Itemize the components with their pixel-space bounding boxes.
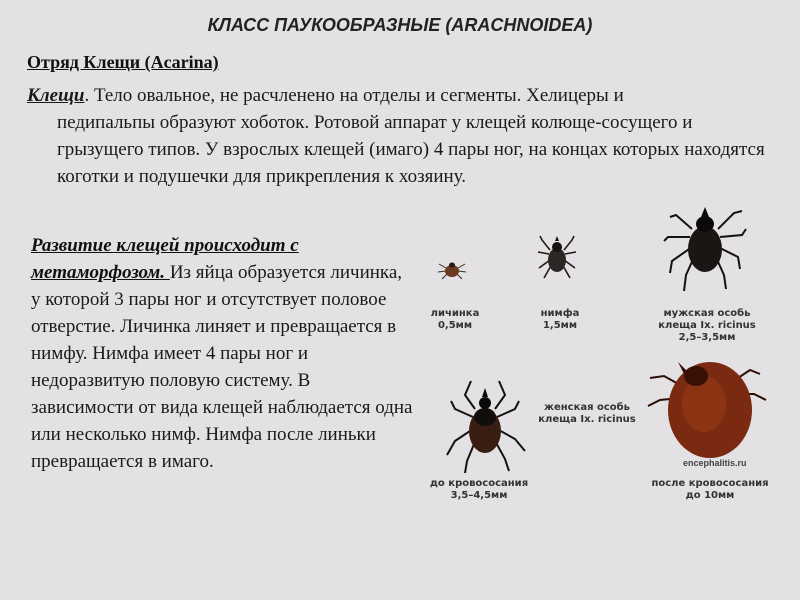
male-size: 2,5–3,5мм xyxy=(678,332,736,343)
before-feeding-caption xyxy=(420,478,538,502)
after-feeding-caption xyxy=(642,478,778,502)
larva-size: 0,5мм xyxy=(437,320,473,331)
development-paragraph xyxy=(31,232,416,475)
larva-tick-image xyxy=(436,258,468,282)
female-caption xyxy=(532,402,642,426)
male-label: мужская особь xyxy=(663,308,751,319)
female-label: женская особь xyxy=(544,402,630,413)
intro-first-line: . Тело овальное, не расчленено на отделы и сегменты. Хелицеры и xyxy=(84,85,624,106)
after-feeding-label: после кровососания xyxy=(651,478,769,489)
before-feeding-size: 3,5–4,5мм xyxy=(450,490,508,501)
intro-continuation: педипальпы образуют хоботок. Ротовой аппарат у клещей колюще-сосущего и грызущего типов. У взрослых клещей (имаго) 4 пары ног, на концах которых находятся коготки и подушечки для прикрепления к хозяину. xyxy=(57,112,765,187)
larva-label: личинка xyxy=(430,308,480,319)
male-caption xyxy=(642,308,772,344)
female-unfed-tick-image xyxy=(435,375,535,475)
intro-lead: Клещи xyxy=(27,85,85,106)
after-feeding-size: до 10мм xyxy=(685,490,735,501)
nymph-tick-image xyxy=(534,232,580,288)
order-heading: Отряд Клещи (Acarina) xyxy=(27,52,219,72)
watermark: encephalitis.ru xyxy=(683,458,747,468)
larva-caption xyxy=(425,308,485,332)
male-species: клеща Ix. ricinus xyxy=(658,320,756,331)
intro-paragraph xyxy=(27,82,772,190)
before-feeding-label: до кровососания xyxy=(429,478,529,489)
development-text: Из яйца образуется личинка, у которой 3 пары ног и отсутствует половое отверстие. Личинка линяет и превращается в нимфу. Нимфа имеет 4 пары ног и недоразвитую половую систему. В зависимости от вида клещей наблюдается одна или несколько нимф. Нимфа после линьки превращается в имаго. xyxy=(31,262,413,472)
female-species: клеща Ix. ricinus xyxy=(538,414,636,425)
development-emphasis: Развитие клещей происходит с метаморфозом. xyxy=(31,235,299,283)
male-tick-image xyxy=(660,195,750,295)
slide-title: КЛАСС ПАУКООБРАЗНЫЕ (ARACHNOIDEA) xyxy=(207,15,593,35)
nymph-caption xyxy=(530,308,590,332)
nymph-label: нимфа xyxy=(540,308,580,319)
nymph-size: 1,5мм xyxy=(542,320,578,331)
female-engorged-tick-image xyxy=(642,348,772,466)
